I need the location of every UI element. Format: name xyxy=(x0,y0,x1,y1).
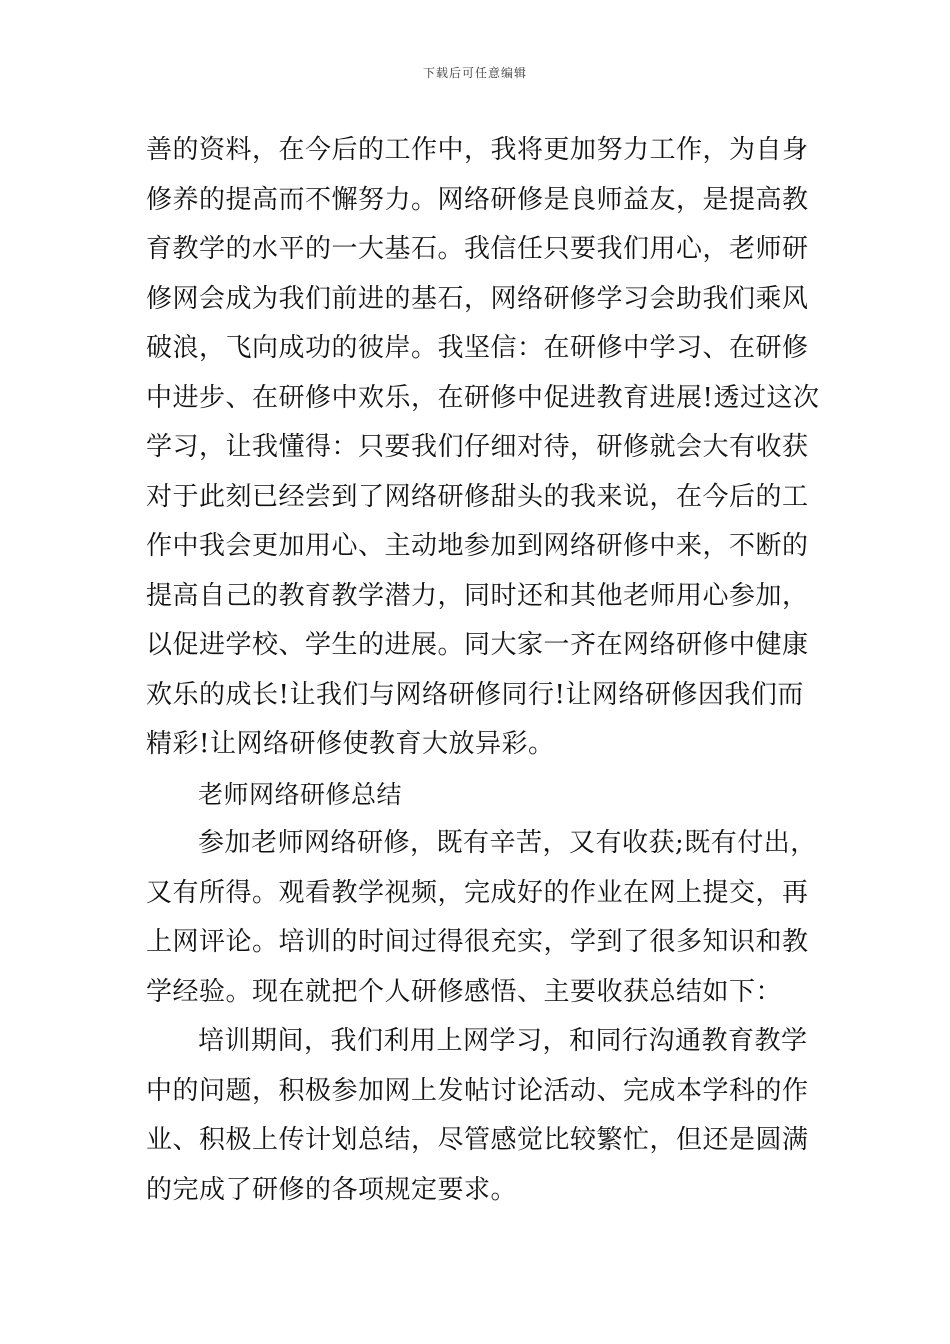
paragraph-line: 修网会成为我们前进的基石，网络研修学习会助我们乘风 xyxy=(146,283,809,314)
paragraph-line: 修养的提高而不懈努力。网络研修是良师益友，是提高教 xyxy=(146,184,809,215)
paragraph-line: 学经验。现在就把个人研修感悟、主要收获总结如下： xyxy=(146,976,783,1007)
paragraph-line: 善的资料，在今后的工作中，我将更加努力工作，为自身 xyxy=(146,135,809,165)
paragraph-line: 学习，让我懂得：只要我们仔细对待，研修就会大有收获 xyxy=(146,432,809,462)
paragraph-line: 又有所得。观看教学视频，完成好的作业在网上提交，再 xyxy=(146,877,809,908)
paragraph-line: 精彩!让网络研修使教育大放异彩。 xyxy=(146,729,555,759)
paragraph-line: 的完成了研修的各项规定要求。 xyxy=(146,1174,518,1205)
paragraph-line: 培训期间，我们利用上网学习，和同行沟通教育教学 xyxy=(198,1026,808,1056)
paragraph-line: 业、积极上传计划总结，尽管感觉比较繁忙，但还是圆满 xyxy=(146,1125,809,1155)
paragraph-line: 提高自己的教育教学潜力，同时还和其他老师用心参加， xyxy=(146,580,809,611)
paragraph-line: 对于此刻已经尝到了网络研修甜头的我来说，在今后的工 xyxy=(146,481,809,512)
paragraph-line: 参加老师网络研修，既有辛苦，又有收获;既有付出， xyxy=(198,828,817,858)
paragraph-line: 以促进学校、学生的进展。同大家一齐在网络研修中健康 xyxy=(146,630,809,660)
document-body xyxy=(146,126,820,1215)
paragraph-line: 作中我会更加用心、主动地参加到网络研修中来，不断的 xyxy=(146,531,809,561)
paragraph-line: 欢乐的成长!让我们与网络研修同行!让网络研修因我们而 xyxy=(146,679,804,710)
paragraph-line: 上网评论。培训的时间过得很充实，学到了很多知识和教 xyxy=(146,927,809,957)
paragraph-line: 破浪，飞向成功的彼岸。我坚信：在研修中学习、在研修 xyxy=(146,333,809,363)
page-header-note: 下载后可任意编辑 xyxy=(422,66,527,80)
section-heading: 老师网络研修总结 xyxy=(198,779,403,809)
paragraph-line: 育教学的水平的一大基石。我信任只要我们用心，老师研 xyxy=(146,234,809,264)
paragraph-line: 中的问题，积极参加网上发帖讨论活动、完成本学科的作 xyxy=(146,1075,809,1106)
paragraph-line: 中进步、在研修中欢乐，在研修中促进教育进展!透过这次 xyxy=(146,382,820,413)
